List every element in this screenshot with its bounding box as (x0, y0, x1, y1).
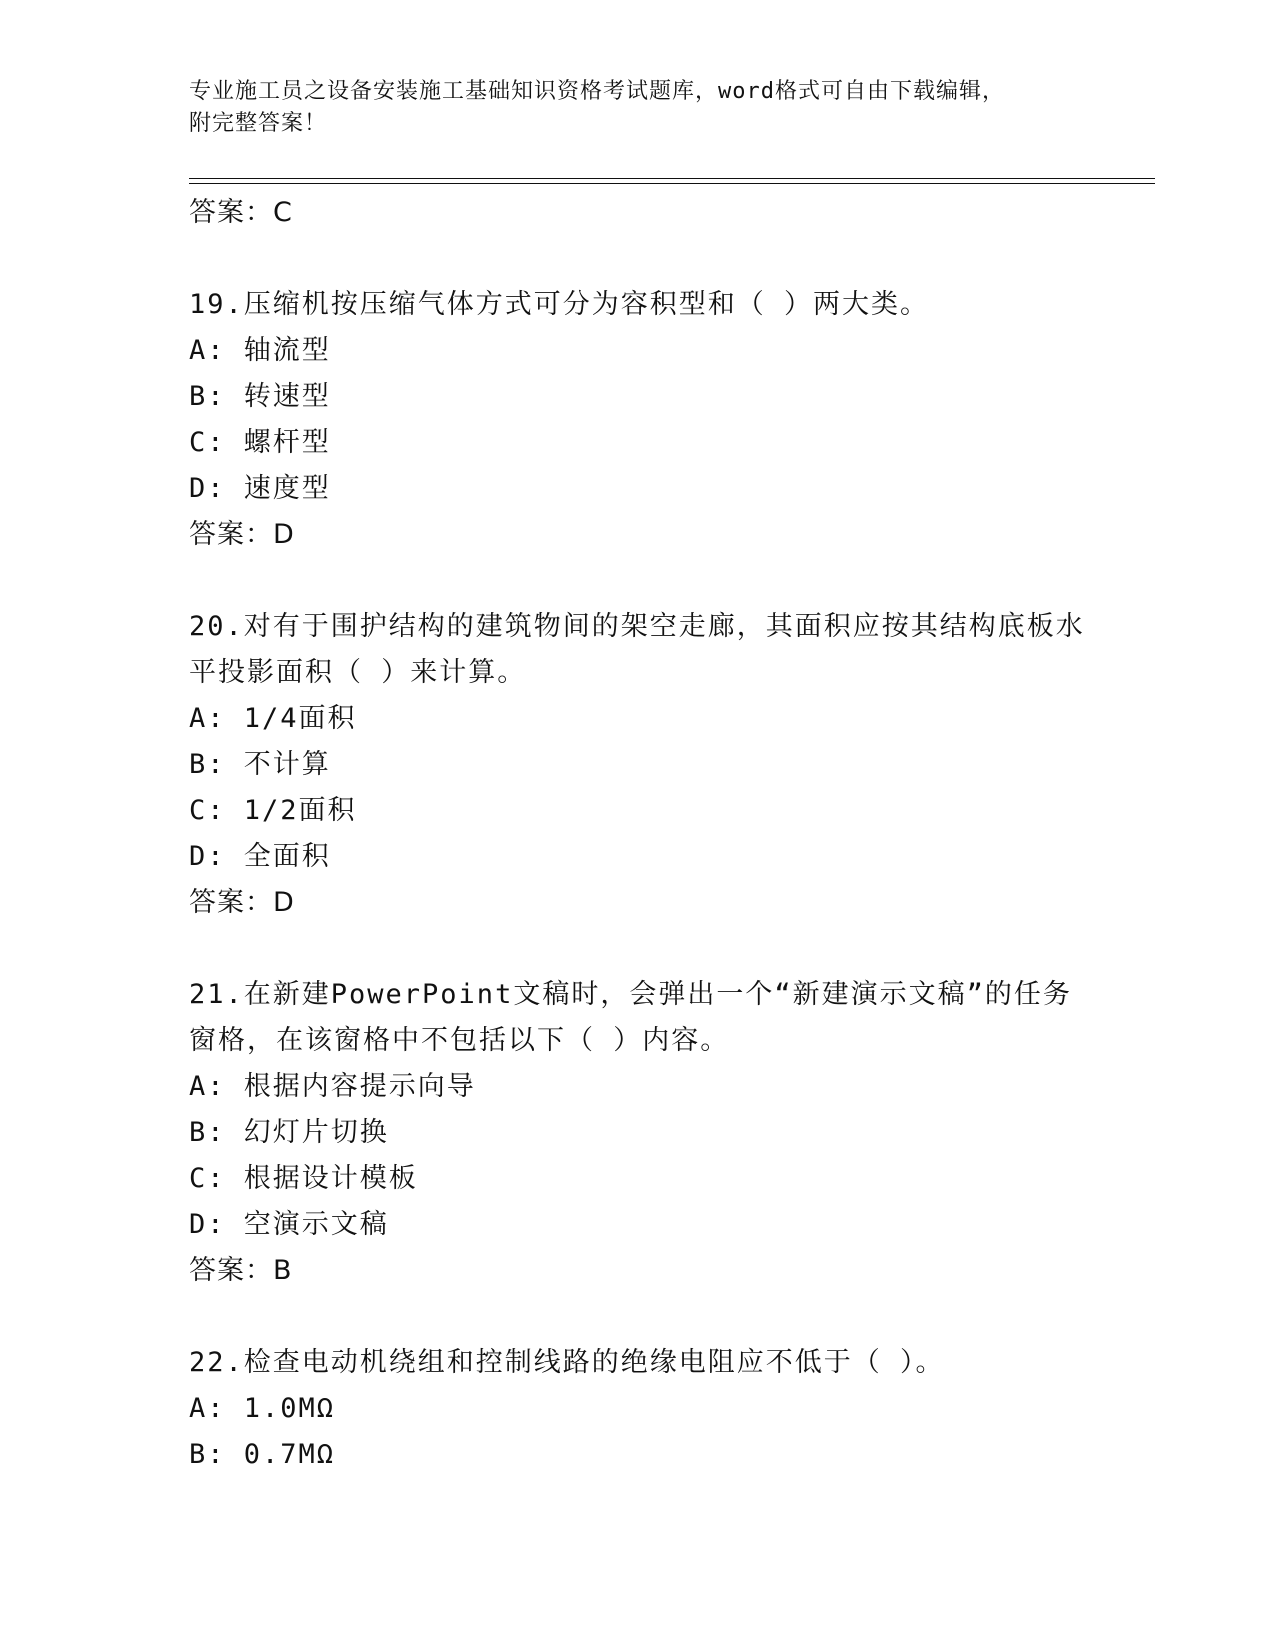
question-20 (189, 604, 1089, 926)
stem-line: 窗格，在该窗格中不包括以下（ ）内容。 (189, 1025, 730, 1056)
stem-line: 22.检查电动机绕组和控制线路的绝缘电阻应不低于（ ）。 (189, 1347, 945, 1378)
header-line-2: 附完整答案！ (189, 111, 328, 136)
option-a: A: 轴流型 (189, 335, 331, 366)
spacer (189, 1294, 1089, 1340)
header-divider-top (189, 178, 1155, 179)
document-header-note (189, 76, 1069, 140)
question-22 (189, 1340, 1089, 1478)
option-b: B: 不计算 (189, 749, 331, 780)
answer-line: 答案：B (189, 1255, 293, 1286)
question-list (189, 190, 1089, 1478)
question-stem (189, 972, 1089, 1064)
spacer (189, 926, 1089, 972)
question-stem (189, 604, 1089, 696)
header-divider-bottom (189, 183, 1155, 184)
option-b: B: 0.7MΩ (189, 1439, 336, 1470)
option-d: D: 空演示文稿 (189, 1209, 389, 1240)
option-b: B: 转速型 (189, 381, 331, 412)
spacer (189, 558, 1089, 604)
option-c: C: 1/2面积 (189, 795, 357, 826)
answer-line: 答案：D (189, 887, 295, 918)
stem-line: 平投影面积（ ）来计算。 (189, 657, 527, 688)
option-b: B: 幻灯片切换 (189, 1117, 389, 1148)
option-a: A: 1.0MΩ (189, 1393, 336, 1424)
header-line-1: 专业施工员之设备安装施工基础知识资格考试题库，word格式可自由下载编辑， (189, 79, 1005, 104)
stem-line: 20.对有于围护结构的建筑物间的架空走廊，其面积应按其结构底板水 (189, 611, 1085, 642)
answer-line: 答案：D (189, 519, 295, 550)
option-a: A: 根据内容提示向导 (189, 1071, 476, 1102)
option-c: C: 螺杆型 (189, 427, 331, 458)
spacer (189, 236, 1089, 282)
option-d: D: 全面积 (189, 841, 331, 872)
question-21 (189, 972, 1089, 1294)
option-a: A: 1/4面积 (189, 703, 357, 734)
question-stem (189, 1340, 1089, 1386)
option-d: D: 速度型 (189, 473, 331, 504)
stem-line: 19.压缩机按压缩气体方式可分为容积型和（ ）两大类。 (189, 289, 930, 320)
question-stem (189, 282, 1089, 328)
option-c: C: 根据设计模板 (189, 1163, 418, 1194)
stem-line: 21.在新建PowerPoint文稿时，会弹出一个“新建演示文稿”的任务 (189, 979, 1072, 1010)
answer-line: 答案：C (189, 197, 293, 228)
question-19 (189, 282, 1089, 558)
